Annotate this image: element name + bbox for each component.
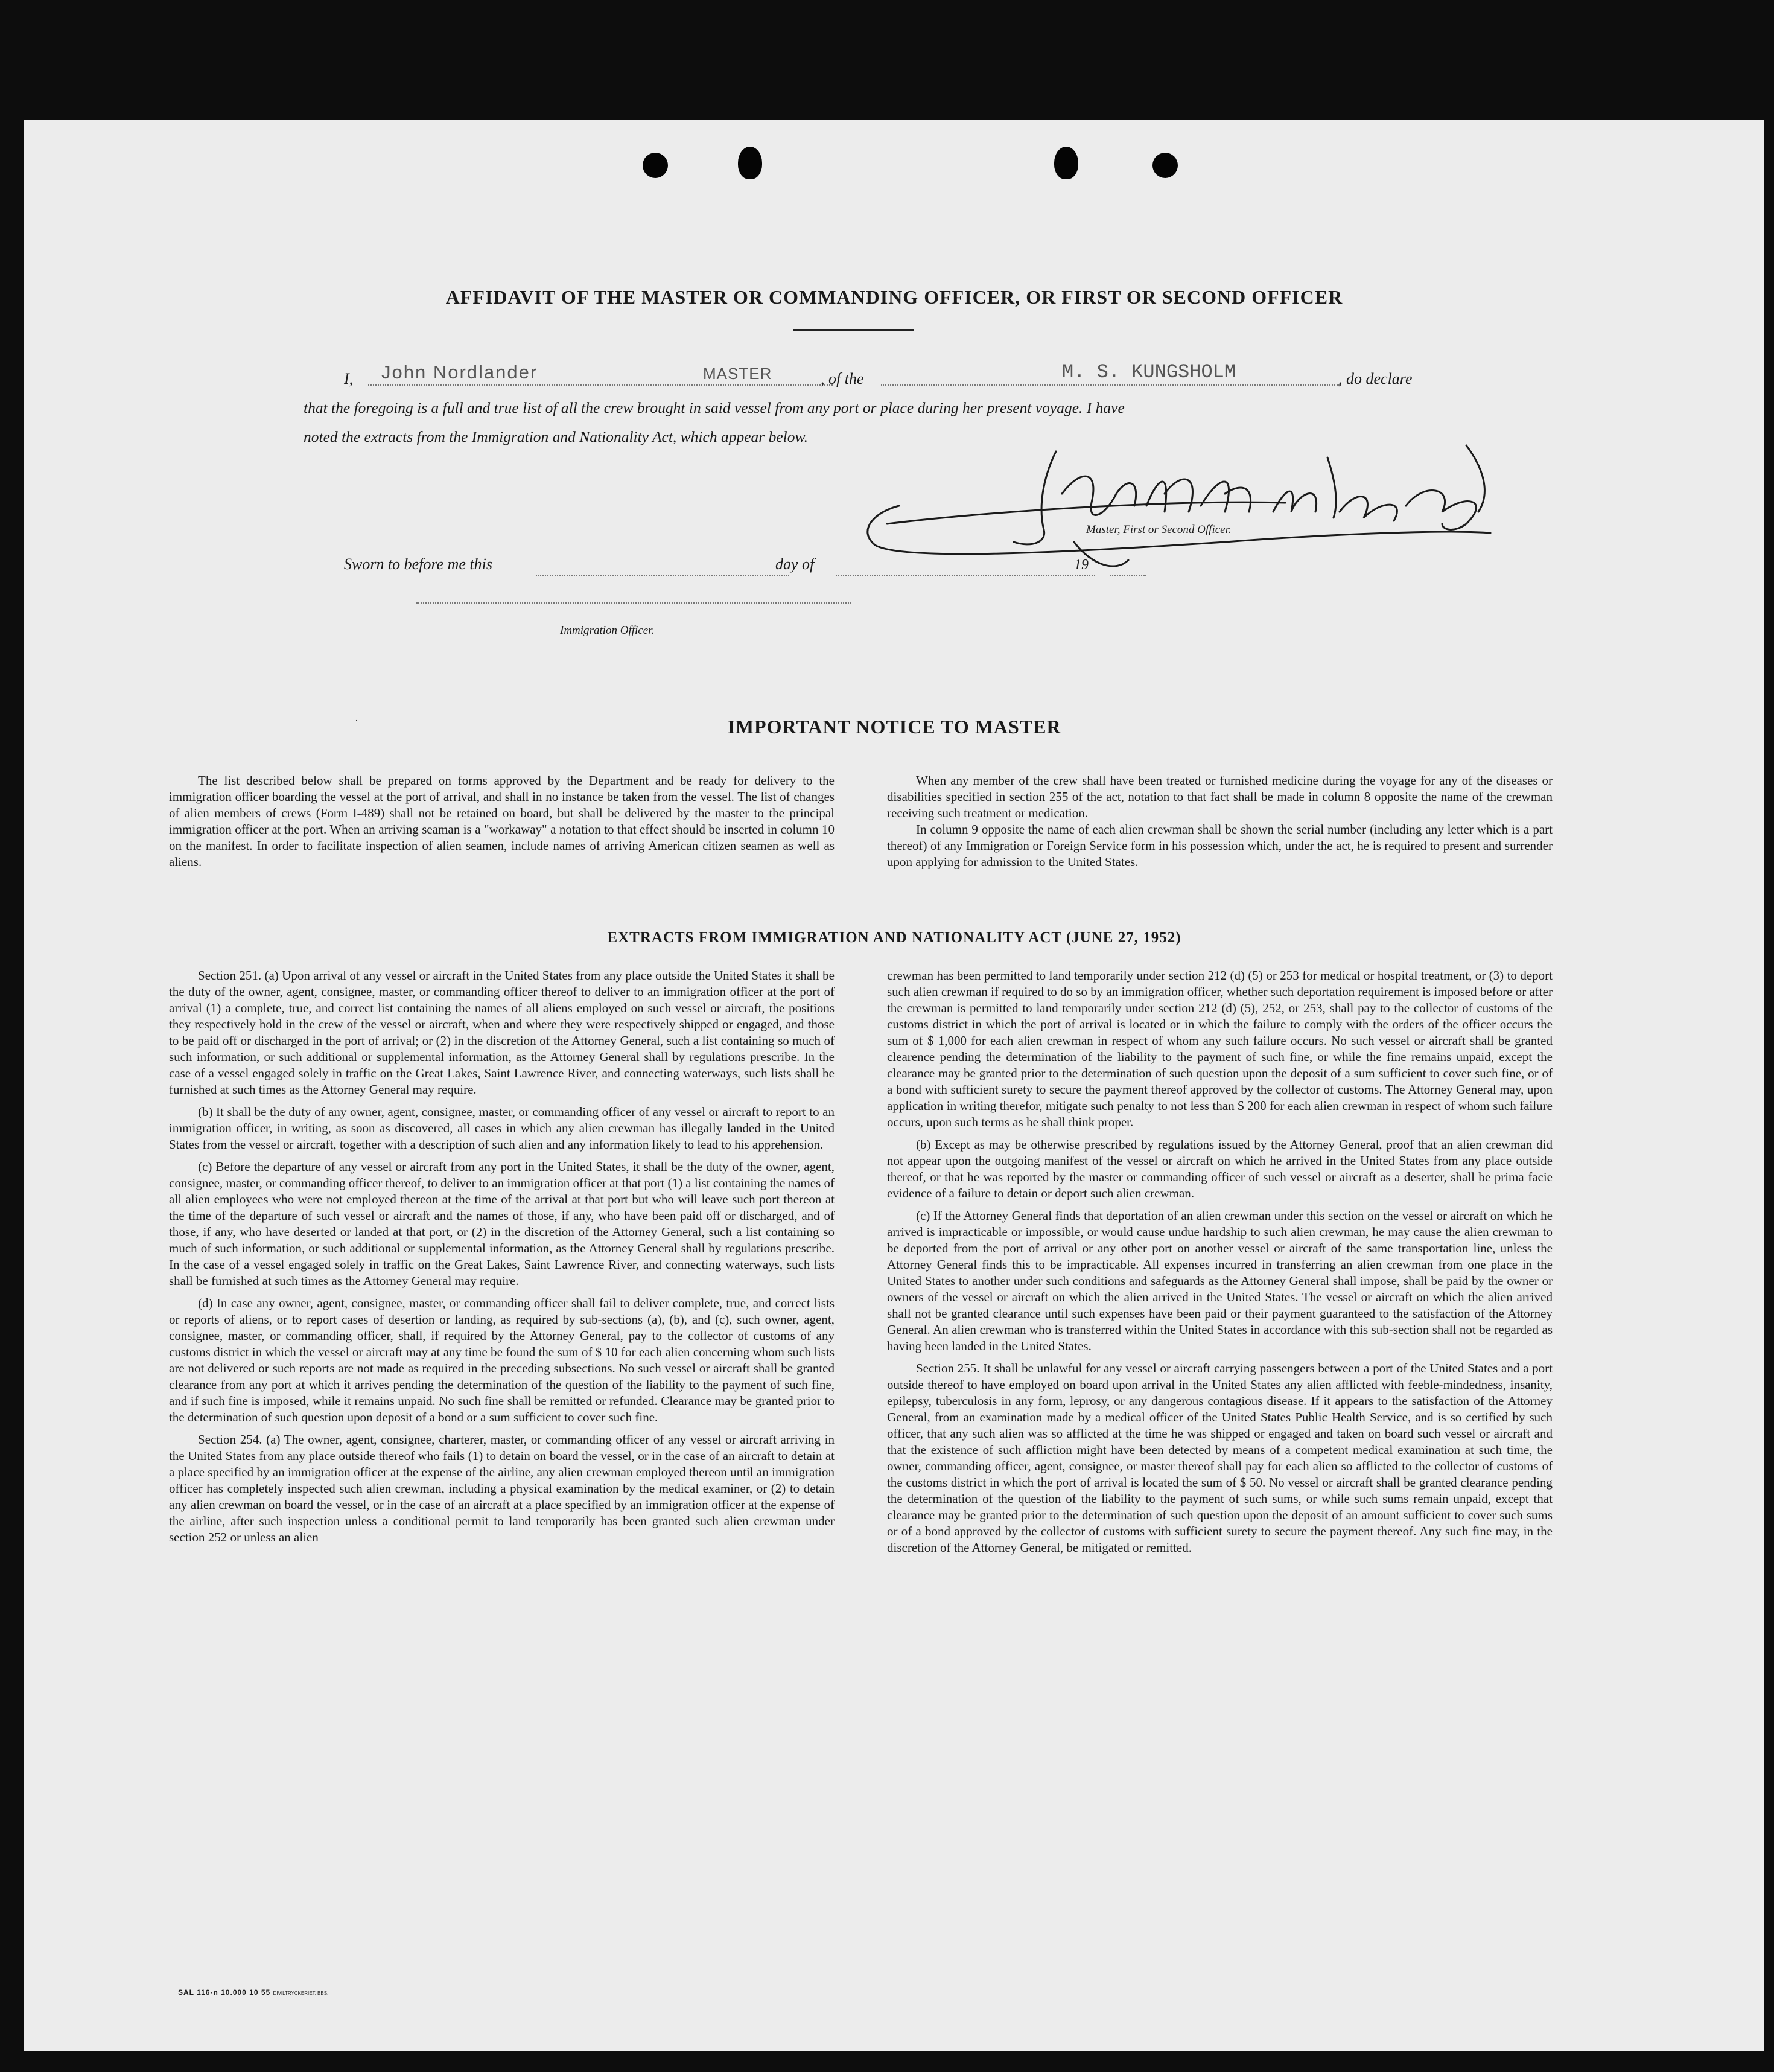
sworn-text: Sworn to before me this [344, 555, 493, 573]
act-paragraph: Section 255. It shall be unlawful for any vessel or aircraft carrying passengers between a port of the United States and a port outside thereof to have employed on board upon arrival in the United States any alien afflicted with feeble-mindedness, insanity, epilepsy, tuberculosis in any form, leprosy, or any dangerous contagious disease. If it appears to the satisfaction of the Attorney General, from an examination made by a medical officer of the United States Public Health Service, and is so certified by such officer, that any such alien was so afflicted at the time he was shipped or engaged and taken on board such vessel or aircraft and that the existence of such affliction might have been detected by means of a competent medical examination at such time, the owner, commanding officer, agent, consignee, or master thereof shall pay for each alien so afflicted to the collector of customs of the customs district in which the port of arrival is located the sum of $ 50. No vessel or aircraft shall be granted clearance pending the determination of the question of the liability to the payment of such sums, or while such sums remain unpaid, except that clearance may be granted prior to the determination of such question upon the deposit of an amount sufficient to cover such sums or of a bond approved by the collector of customs with sufficient surety to secure the payment thereof. Any such fine may, in the discretion of the Attorney General, be mitigated or remitted. [887, 1361, 1553, 1555]
act-paragraph: (d) In case any owner, agent, consignee, master, or commanding officer shall fail to deliver complete, true, and correct lists or reports of aliens, or to report cases of desertion or landing, as required by sub-sections (a), (b), and (c), such owner, agent, consignee, master, or commanding officer, shall, if required by the Attorney General, pay to the collector of customs of any customs district in which the vessel or aircraft may at any time be found the sum of $ 10 for each alien concerning whom such lists are not delivered or such reports are not made as required in the preceding subsections. No such vessel or aircraft shall be granted clearance from any port at which it arrives pending the determination of the question of the liability to the payment of such fine, and if such fine is imposed, while it remains unpaid. No such fine shall be remitted or refunded. Clearance may be granted prior to the determination of such question upon deposit of a bond or a sum sufficient to cover such fine. [169, 1296, 835, 1424]
printer-name: DIVILTRYCKERIET, BBS. [273, 1991, 329, 1996]
punch-hole [1152, 153, 1178, 178]
sworn-year-field [1110, 554, 1146, 576]
immigration-officer-signature-line [416, 590, 851, 604]
extracts-title: EXTRACTS FROM IMMIGRATION AND NATIONALITY ACT (JUNE 27, 1952) [607, 929, 1181, 946]
act-paragraph: Section 254. (a) The owner, agent, consignee, charterer, master, or commanding officer of any vessel or aircraft arriving in the United States from any place outside thereof who fails (1) to detain on board the vessel, or in the case of an aircraft to detain at a place specified by an immigration officer at the expense of the airline, any alien crewman employed thereon until an immigration officer has completely inspected such alien crewman, including a physical examination by the medical examiner, or (2) to detain any alien crewman on board the vessel, or in the case of an aircraft at a place specified by an immigration officer at the expense of the airline, after such inspection unless a conditional permit to land temporarily has been granted such alien crewman under section 252 or unless an alien [169, 1432, 835, 1544]
immigration-officer-caption: Immigration Officer. [560, 624, 655, 637]
notice-paragraph: In column 9 opposite the name of each alien crewman shall be shown the serial number (including any letter which is a part thereof) of any Immigration or Foreign Service form in his possession which, under the act, he is required to present and surrender upon applying for admission to the United States. [887, 822, 1553, 869]
affidavit-title: AFFIDAVIT OF THE MASTER OR COMMANDING OFFICER, OR FIRST OR SECOND OFFICER [445, 286, 1343, 308]
of-the-text: , of the [821, 370, 864, 387]
affidavit-line-3: noted the extracts from the Immigration and Nationality Act, which appear below. [304, 428, 808, 445]
extracts-left-column [169, 967, 835, 1552]
notice-paragraph: The list described below shall be prepared on forms approved by the Department and be ready for delivery to the immigration officer boarding the vessel at the port of arrival, and shall in no instance be taken from the vessel. The list of changes of alien members of crews (Form I-489) shall not be retained on board, but shall be delivered by the master to the principal immigration officer at the port. When an arriving seaman is a "workaway" a notation to that effect should be inserted in column 10 on the manifest. In order to facilitate inspection of alien seamen, include names of arriving American citizen seamen as well as aliens. [169, 773, 835, 869]
title-rule [793, 329, 914, 331]
extracts-right-column [887, 967, 1553, 1562]
sworn-day-field [536, 554, 789, 576]
vessel-name-field: M. S. KUNGSHOLM [881, 364, 1340, 386]
notice-right-column [887, 773, 1553, 870]
affidavit-line-2: that the foregoing is a full and true list of all the crew brought in said vessel from any port or place during her present voyage. I have [304, 399, 1125, 416]
stray-mark: · [355, 715, 358, 727]
do-declare-text: , do declare [1338, 370, 1413, 387]
intro-i: I, [344, 370, 354, 387]
signature-caption: Master, First or Second Officer. [1086, 523, 1232, 536]
act-paragraph: Section 251. (a) Upon arrival of any vessel or aircraft in the United States from any place outside the United States it shall be the duty of the owner, agent, consignee, master, or commanding officer thereof to deliver to an immigration officer at the port of arrival (1) a complete, true, and correct list containing the names of all aliens employed on such vessel or aircraft, the positions they respectively hold in the crew of the vessel or aircraft, when and where they were respectively shipped or engaged, and those to be paid off or discharged in the port of arrival; or (2) in the discretion of the Attorney General, such a list containing so much of such information, or such additional or supplemental information, as the Attorney General shall by regulations prescribe. In the case of a vessel engaged solely in traffic on the Great Lakes, Saint Lawrence River, and connecting waterways, such lists shall be furnished at such times as the Attorney General may require. [169, 968, 835, 1097]
form-footer [178, 1988, 328, 1997]
master-name-field: John Nordlander MASTER [368, 364, 833, 386]
act-paragraph: (c) If the Attorney General finds that deportation of an alien crewman under this section on the vessel or aircraft on which he arrived is impracticable or impossible, or would cause undue hardship to such alien crewman, he may cause the alien crewman to be deported from the port of arrival or any other port on another vessel or aircraft of the same transportation line, unless the Attorney General finds this to be impracticable. All expenses incurred in transferring an alien crewman from one place in the United States to another under such conditions and safeguards as the Attorney General shall impose, shall be paid by the owner or owners of the vessel or aircraft on which the alien arrived in the United States. The vessel or aircraft on which the alien arrived shall not be granted clearance until such expenses have been paid or their payment guaranteed to the satisfaction of the Attorney General. An alien crewman who is transferred within the United States in accordance with this sub-section shall not be regarded as having been landed in the United States. [887, 1208, 1553, 1353]
day-of-text: day of [775, 555, 815, 573]
document-sheet [24, 120, 1764, 2051]
notice-paragraph: When any member of the crew shall have been treated or furnished medicine during the voyage for any of the diseases or disabilities specified in section 255 of the act, notation to that fact shall be made in column 8 opposite the name of the crewman receiving such treatment or medication. [887, 773, 1553, 820]
sworn-month-field: 19 [836, 554, 1095, 576]
form-code: SAL 116-n 10.000 10 55 [178, 1988, 271, 1997]
act-paragraph: crewman has been permitted to land temporarily under section 212 (d) (5) or 253 for medical or hospital treatment, or (3) to deport such alien crewman if required to do so by an immigration officer, whether such deportation requirement is imposed before or after the crewman is permitted to land temporarily under section 212 (d) (5), 252, or 253, shall pay to the collector of customs of the customs district in which the port of arrival is located or in which the failure to comply with the orders of the officer occurs the sum of $ 1,000 for each alien crewman in respect of whom any such failure occurs. No such vessel or aircraft shall be granted clearence pending the determination of the liability to the payment of such fine, or while the fine remains unpaid, except the clearance may be granted prior to the determination of such question upon the deposit of a sum sufficient to cover such fine, or of a bond with sufficient surety to secure the payment thereof approved by the collector of customs. The Attorney General may, upon application in writing therefor, mitigate such penalty to not less than $ 200 for each alien crewman in respect of whom such failure occurs, upon such terms as he shall think proper. [887, 968, 1553, 1129]
act-paragraph: (b) It shall be the duty of any owner, agent, consignee, master, or commanding officer of any vessel or aircraft to report to an immigration officer, in writing, as soon as discovered, all cases in which any alien crewman has illegally landed in the United States from the vessel or aircraft, together with a description of such alien and any information likely to lead to his apprehension. [169, 1105, 835, 1152]
act-paragraph: (c) Before the departure of any vessel or aircraft from any port in the United States, it shall be the duty of the owner, agent, consignee, master, or commanding officer thereof, to deliver to an immigration officer at that port (1) a list containing the names of all alien employees who were not employed thereon at the time of the arrival at that port but who will leave such port thereon at the time of the departure of such vessel or aircraft and the names of those, if any, who have been paid off or discharged, and of those, if any, who have deserted or landed at that port, or (2) in the discretion of the Attorney General, such a list containing so much of such information, or such additional or supplemental information, as the Attorney General shall by regulations prescribe. In the case of a vessel engaged solely in traffic on the Great Lakes, Saint Lawrence River, and connecting waterways, such lists shall be furnished at such times as the Attorney General may require. [169, 1159, 835, 1288]
notice-title: IMPORTANT NOTICE TO MASTER [727, 716, 1061, 738]
punch-hole [1054, 147, 1078, 179]
notice-left-column [169, 773, 835, 876]
punch-hole [643, 153, 668, 178]
act-paragraph: (b) Except as may be otherwise prescribed by regulations issued by the Attorney General, proof that an alien crewman did not appear upon the outgoing manifest of the vessel or aircraft on which he arrived in the United States from any place outside thereof, or that he was reported by the master or commanding officer of such vessel or aircraft as a deserter, shall be prima facie evidence of a failure to detain or deport such alien crewman. [887, 1137, 1553, 1200]
punch-hole [738, 147, 762, 179]
